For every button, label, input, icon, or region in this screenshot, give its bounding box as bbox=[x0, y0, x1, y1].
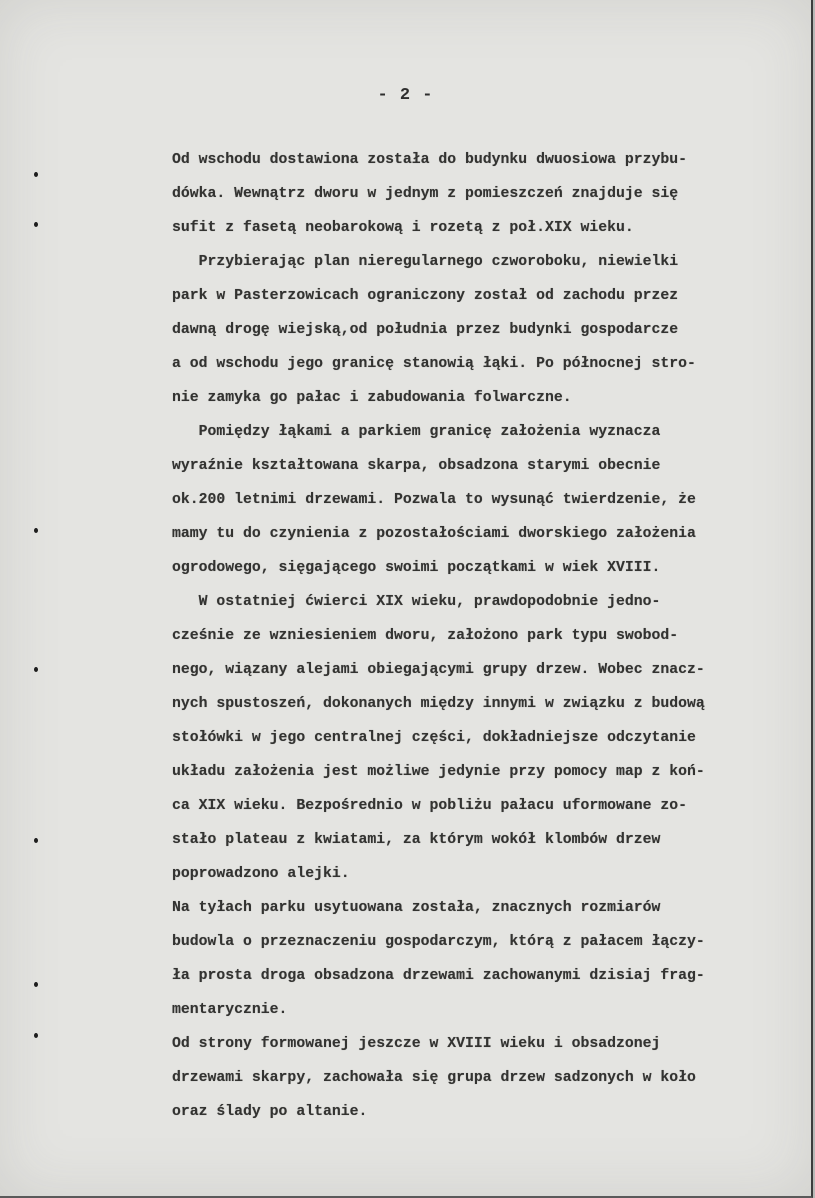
margin-mark bbox=[34, 838, 38, 843]
text-line: stało plateau z kwiatami, za którym wokół klombów drzew bbox=[172, 832, 661, 848]
text-line: ogrodowego, sięgającego swoimi początkami w wiek XVIII. bbox=[172, 560, 661, 576]
text-line: układu założenia jest możliwe jedynie przy pomocy map z koń- bbox=[172, 764, 705, 780]
text-line: sufit z fasetą neobarokową i rozetą z poł.XIX wieku. bbox=[172, 220, 634, 236]
margin-mark bbox=[34, 667, 38, 672]
body-text bbox=[172, 143, 792, 1129]
text-line: oraz ślady po altanie. bbox=[172, 1104, 368, 1120]
text-line: ła prosta droga obsadzona drzewami zachowanymi dzisiaj frag- bbox=[172, 968, 705, 984]
text-line: Od strony formowanej jeszcze w XVIII wieku i obsadzonej bbox=[172, 1036, 661, 1052]
text-line: wyraźnie kształtowana skarpa, obsadzona starymi obecnie bbox=[172, 458, 661, 474]
text-line: dawną drogę wiejską,od południa przez budynki gospodarcze bbox=[172, 322, 679, 338]
text-line: Pomiędzy łąkami a parkiem granicę założenia wyznacza bbox=[172, 424, 661, 440]
text-line: stołówki w jego centralnej części, dokładniejsze odczytanie bbox=[172, 730, 696, 746]
text-line: nie zamyka go pałac i zabudowania folwarczne. bbox=[172, 390, 572, 406]
text-line: dówka. Wewnątrz dworu w jednym z pomieszczeń znajduje się bbox=[172, 186, 679, 202]
text-line: nego, wiązany alejami obiegającymi grupy drzew. Wobec znacz- bbox=[172, 662, 705, 678]
margin-mark bbox=[34, 1033, 38, 1038]
margin-mark bbox=[34, 222, 38, 227]
text-line: drzewami skarpy, zachowała się grupa drzew sadzonych w koło bbox=[172, 1070, 696, 1086]
text-line: ok.200 letnimi drzewami. Pozwala to wysunąć twierdzenie, że bbox=[172, 492, 696, 508]
text-line: cześnie ze wzniesieniem dworu, założono park typu swobod- bbox=[172, 628, 679, 644]
text-line: budowla o przeznaczeniu gospodarczym, którą z pałacem łączy- bbox=[172, 934, 705, 950]
text-line: park w Pasterzowicach ograniczony został od zachodu przez bbox=[172, 288, 679, 304]
text-line: nych spustoszeń, dokonanych między innymi w związku z budową bbox=[172, 696, 705, 712]
margin-mark bbox=[34, 982, 38, 987]
text-line: ca XIX wieku. Bezpośrednio w pobliżu pałacu uformowane zo- bbox=[172, 798, 688, 814]
text-line: mamy tu do czynienia z pozostałościami dworskiego założenia bbox=[172, 526, 696, 542]
margin-mark bbox=[34, 528, 38, 533]
text-line: poprowadzono alejki. bbox=[172, 866, 350, 882]
text-line: a od wschodu jego granicę stanowią łąki. Po północnej stro- bbox=[172, 356, 696, 372]
text-line: W ostatniej ćwierci XIX wieku, prawdopodobnie jedno- bbox=[172, 594, 661, 610]
margin-mark bbox=[34, 172, 38, 177]
text-line: Przybierając plan nieregularnego czworoboku, niewielki bbox=[172, 254, 679, 270]
text-line: Od wschodu dostawiona została do budynku dwuosiowa przybu- bbox=[172, 152, 688, 168]
text-line: mentarycznie. bbox=[172, 1002, 288, 1018]
page-number: - 2 - bbox=[377, 86, 434, 105]
text-line: Na tyłach parku usytuowana została, znacznych rozmiarów bbox=[172, 900, 661, 916]
